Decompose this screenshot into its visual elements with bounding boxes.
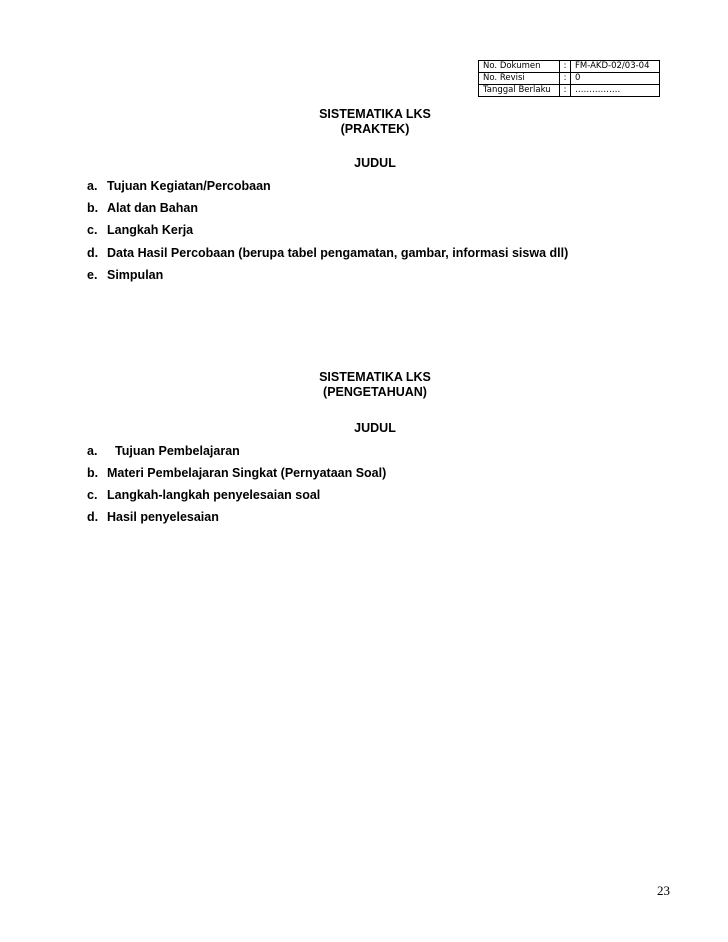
pengetahuan-list-item bbox=[87, 510, 219, 525]
list-item-text: Tujuan Pembelajaran bbox=[115, 444, 240, 458]
list-item-letter: c. bbox=[87, 488, 98, 502]
list-item-text: Materi Pembelajaran Singkat (Pernyataan Soal) bbox=[107, 466, 387, 480]
doc-info-label: Tanggal Berlaku bbox=[479, 85, 560, 97]
list-item-letter: b. bbox=[87, 466, 99, 480]
doc-info-label: No. Revisi bbox=[479, 73, 560, 85]
praktek-list-item bbox=[87, 201, 198, 216]
praktek-list-item bbox=[87, 268, 163, 283]
list-item-letter: d. bbox=[87, 246, 99, 260]
doc-info-row bbox=[479, 73, 660, 85]
list-item-letter: a. bbox=[87, 179, 98, 193]
list-item-text: Tujuan Kegiatan/Percobaan bbox=[107, 179, 271, 193]
pengetahuan-subtitle: (PENGETAHUAN) bbox=[323, 385, 427, 399]
praktek-title: SISTEMATIKA LKS bbox=[319, 107, 431, 121]
pengetahuan-list-item bbox=[87, 466, 386, 481]
list-item-text: Langkah-langkah penyelesaian soal bbox=[107, 488, 321, 502]
doc-info-separator: : bbox=[560, 85, 571, 97]
list-item-letter: c. bbox=[87, 223, 98, 237]
list-item-text: Alat dan Bahan bbox=[107, 201, 198, 215]
list-item-text: Langkah Kerja bbox=[107, 223, 194, 237]
pengetahuan-judul: JUDUL bbox=[354, 421, 396, 435]
list-item-text: Data Hasil Percobaan (berupa tabel pengamatan, gambar, informasi siswa dll) bbox=[107, 246, 569, 260]
doc-info-value: FM-AKD-02/03-04 bbox=[571, 61, 660, 73]
pengetahuan-title: SISTEMATIKA LKS bbox=[319, 370, 431, 384]
doc-info-value: 0 bbox=[571, 73, 660, 85]
praktek-list-item bbox=[87, 223, 193, 238]
list-item-text: Hasil penyelesaian bbox=[107, 510, 219, 524]
praktek-list-item bbox=[87, 246, 568, 261]
praktek-list-item bbox=[87, 179, 271, 194]
page-number: 23 bbox=[657, 883, 670, 898]
pengetahuan-list-item bbox=[87, 488, 320, 503]
list-item-letter: e. bbox=[87, 268, 98, 282]
doc-info-row bbox=[479, 85, 660, 97]
list-item-letter: b. bbox=[87, 201, 99, 215]
document-info-table bbox=[478, 60, 660, 97]
praktek-subtitle: (PRAKTEK) bbox=[340, 122, 410, 136]
doc-info-separator: : bbox=[560, 61, 571, 73]
praktek-judul: JUDUL bbox=[354, 156, 396, 170]
list-item-text: Simpulan bbox=[107, 268, 164, 282]
doc-info-separator: : bbox=[560, 73, 571, 85]
doc-info-value: ……………. bbox=[571, 85, 660, 97]
list-item-letter: d. bbox=[87, 510, 99, 524]
doc-info-row bbox=[479, 61, 660, 73]
pengetahuan-list-item bbox=[87, 444, 240, 459]
list-item-letter: a. bbox=[87, 444, 98, 458]
doc-info-label: No. Dokumen bbox=[479, 61, 560, 73]
